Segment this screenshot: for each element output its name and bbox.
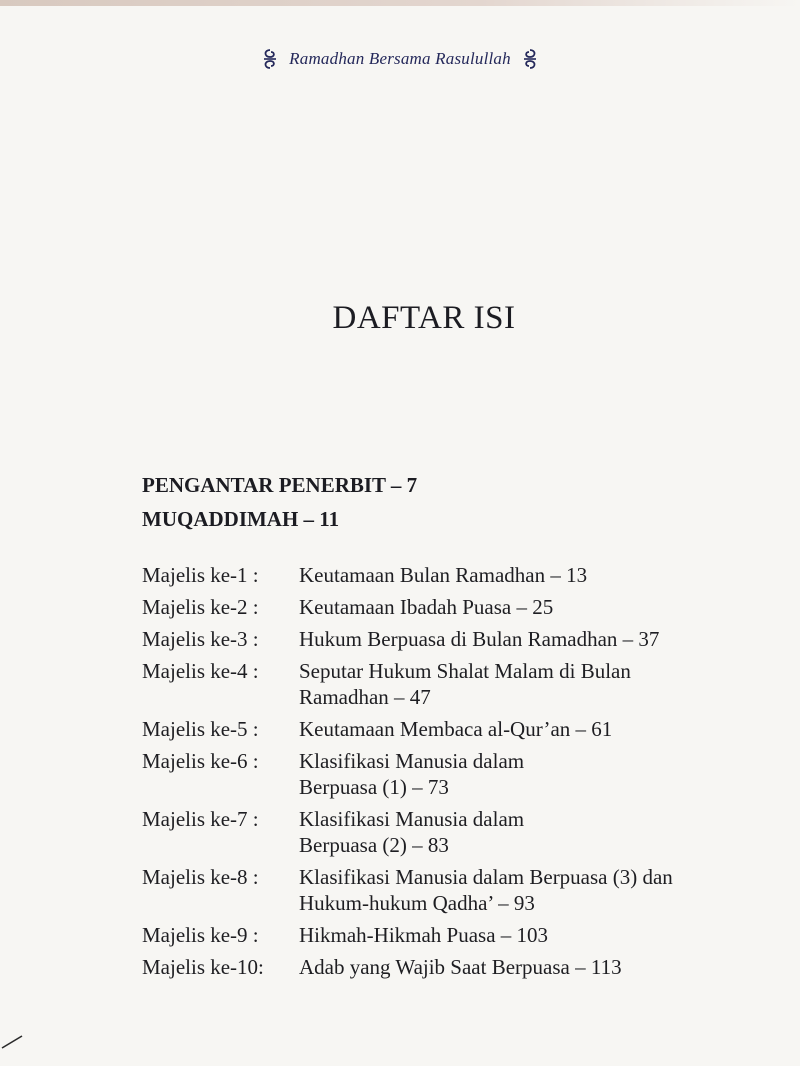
toc-entry	[142, 594, 762, 620]
toc-entry-label: Majelis ke-1 :	[142, 563, 259, 587]
toc-entry	[142, 748, 762, 800]
swirl-ornament-icon	[521, 48, 539, 70]
toc-entry-title: Keutamaan Membaca al-Qur’an – 61	[299, 717, 613, 741]
toc-entry-label: Majelis ke-4 :	[142, 659, 259, 683]
toc-entry	[142, 716, 762, 742]
toc-entry-title: Keutamaan Ibadah Puasa – 25	[299, 595, 554, 619]
front-matter-item: PENGANTAR PENERBIT – 7	[142, 473, 418, 497]
toc-entry	[142, 562, 762, 588]
pen-stroke-mark	[0, 1028, 30, 1052]
toc-entry-label: Majelis ke-3 :	[142, 627, 259, 651]
running-title: Ramadhan Bersama Rasulullah	[289, 49, 511, 69]
toc-entry-title: Hukum Berpuasa di Bulan Ramadhan – 37	[299, 627, 660, 651]
toc-entry-label: Majelis ke-8 :	[142, 865, 259, 889]
toc-entry	[142, 806, 762, 858]
page-title: DAFTAR ISI	[332, 300, 516, 336]
toc-entry-title: Klasifikasi Manusia dalam Berpuasa (2) – 83	[299, 807, 525, 857]
toc-entry-label: Majelis ke-10:	[142, 955, 264, 979]
toc-entry	[142, 954, 762, 980]
running-header	[0, 48, 800, 70]
toc-entry-title: Seputar Hukum Shalat Malam di Bulan Ramadhan – 47	[299, 659, 631, 709]
toc-entry-label: Majelis ke-9 :	[142, 923, 259, 947]
toc-entry	[142, 626, 762, 652]
toc-entry	[142, 864, 762, 916]
toc-entry-label: Majelis ke-5 :	[142, 717, 259, 741]
toc-entry-label: Majelis ke-6 :	[142, 749, 259, 773]
swirl-ornament-icon	[261, 48, 279, 70]
page-top-edge	[0, 0, 800, 6]
toc-entry	[142, 922, 762, 948]
toc-entry-title: Adab yang Wajib Saat Berpuasa – 113	[299, 955, 622, 979]
toc-entry	[142, 658, 762, 710]
front-matter-list	[142, 468, 417, 536]
toc-entry-label: Majelis ke-7 :	[142, 807, 259, 831]
toc-entry-title: Keutamaan Bulan Ramadhan – 13	[299, 563, 588, 587]
toc-entry-title: Klasifikasi Manusia dalam Berpuasa (3) dan Hukum-hukum Qadha’ – 93	[299, 865, 673, 915]
front-matter-item: MUQADDIMAH – 11	[142, 507, 340, 531]
table-of-contents	[142, 562, 762, 986]
toc-entry-label: Majelis ke-2 :	[142, 595, 259, 619]
toc-entry-title: Klasifikasi Manusia dalam Berpuasa (1) – 73	[299, 749, 525, 799]
toc-entry-title: Hikmah-Hikmah Puasa – 103	[299, 923, 549, 947]
